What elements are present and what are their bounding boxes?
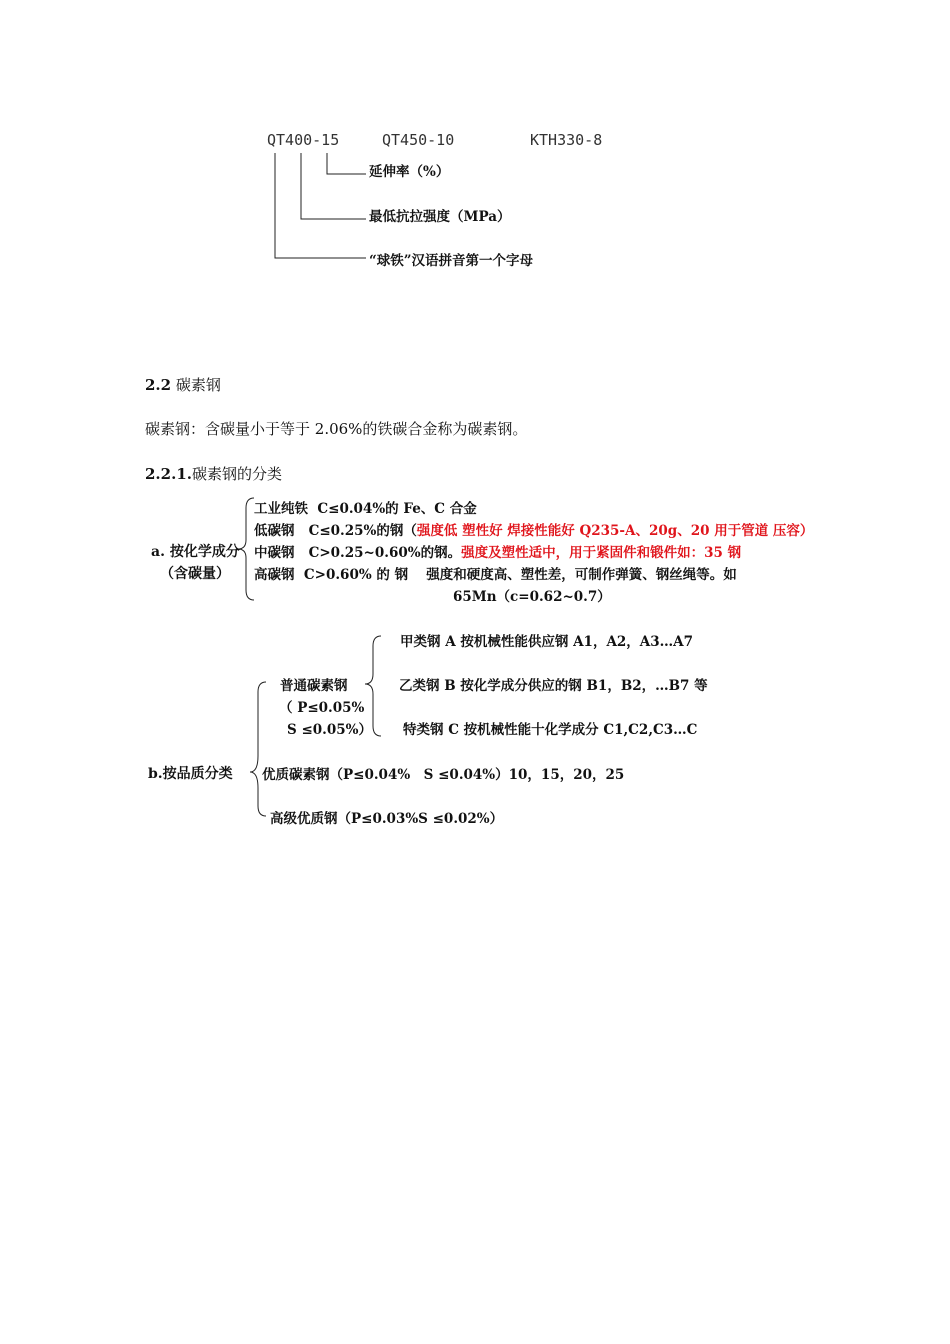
connector-elongation (327, 153, 366, 174)
section-title: 碳素钢 (171, 376, 221, 394)
item-name: 低碳钢 (254, 523, 295, 539)
item-desc: C>0.60% 的 钢 强度和硬度高、塑性差，可制作弹簧、钢丝绳等。如 (303, 567, 737, 583)
label-tensile: 最低抗拉强度（MPa） (369, 209, 511, 225)
item-desc: C≤0.25%的钢（ (308, 523, 417, 539)
section-heading-2-2 (145, 374, 221, 395)
item-name: 工业纯铁 (254, 501, 308, 517)
section-number: 2.2.1. (145, 465, 192, 483)
item-name: 中碳钢 (254, 545, 295, 561)
carbon-steel-definition: 碳素钢：含碳量小于等于 2.06%的铁碳合金称为碳素钢。 (145, 420, 528, 438)
item-desc: C≤0.04%的 Fe、C 合金 (317, 501, 477, 517)
brace-b (250, 682, 266, 816)
item-note: 强度及塑性适中，用于紧固件和锻件如：35 钢 (461, 545, 742, 561)
grade-qt450-10: QT450-10 (382, 131, 455, 149)
section-heading-2-2-1 (145, 463, 282, 484)
section-number: 2.2 (145, 376, 172, 394)
ordinary-steel-name: 普通碳素钢 (280, 678, 348, 694)
class-a-continuation: 65Mn（c=0.62~0.7） (453, 589, 611, 605)
class-a-item-medium-carbon (254, 541, 741, 561)
item-note: 强度低 塑性好 焊接性能好 Q235-A、20g、20 用于管道 压容） (416, 523, 814, 539)
label-letter: “球铁”汉语拼音第一个字母 (369, 253, 534, 269)
class-a-item-low-carbon (254, 519, 813, 539)
ordinary-steel-p: （ P≤0.05% (279, 700, 365, 716)
connector-letter (275, 153, 366, 258)
class-a-label: a. 按化学成分 (151, 544, 240, 560)
label-elongation: 延伸率（%） (369, 164, 450, 180)
item-desc: C>0.25~0.60%的钢。 (308, 545, 462, 561)
ordinary-item-c: 特类钢 C 按机械性能十化学成分 C1,C2,C3…C (403, 722, 698, 738)
class-a-item-industrial-iron (254, 497, 477, 517)
connector-tensile (301, 153, 366, 219)
item-name: 高碳钢 (254, 567, 295, 583)
class-a-sublabel: （含碳量） (160, 566, 230, 582)
class-b-label: b.按品质分类 (148, 766, 233, 782)
ordinary-item-b: 乙类钢 B 按化学成分供应的钢 B1，B2，…B7 等 (399, 678, 708, 694)
brace-a (238, 498, 254, 600)
ordinary-steel-s: S ≤0.05%） (287, 722, 372, 738)
section-title: 碳素钢的分类 (191, 465, 282, 483)
ordinary-item-a: 甲类钢 A 按机械性能供应钢 A1，A2，A3…A7 (400, 634, 694, 650)
class-a-item-high-carbon (254, 563, 737, 583)
quality-steel: 优质碳素钢（P≤0.04% S ≤0.04%）10，15，20，25 (262, 767, 625, 783)
grade-qt400-15: QT400-15 (267, 131, 340, 149)
high-quality-steel: 高级优质钢（P≤0.03%S ≤0.02%） (270, 811, 504, 827)
grade-kth330-8: KTH330-8 (530, 131, 603, 149)
